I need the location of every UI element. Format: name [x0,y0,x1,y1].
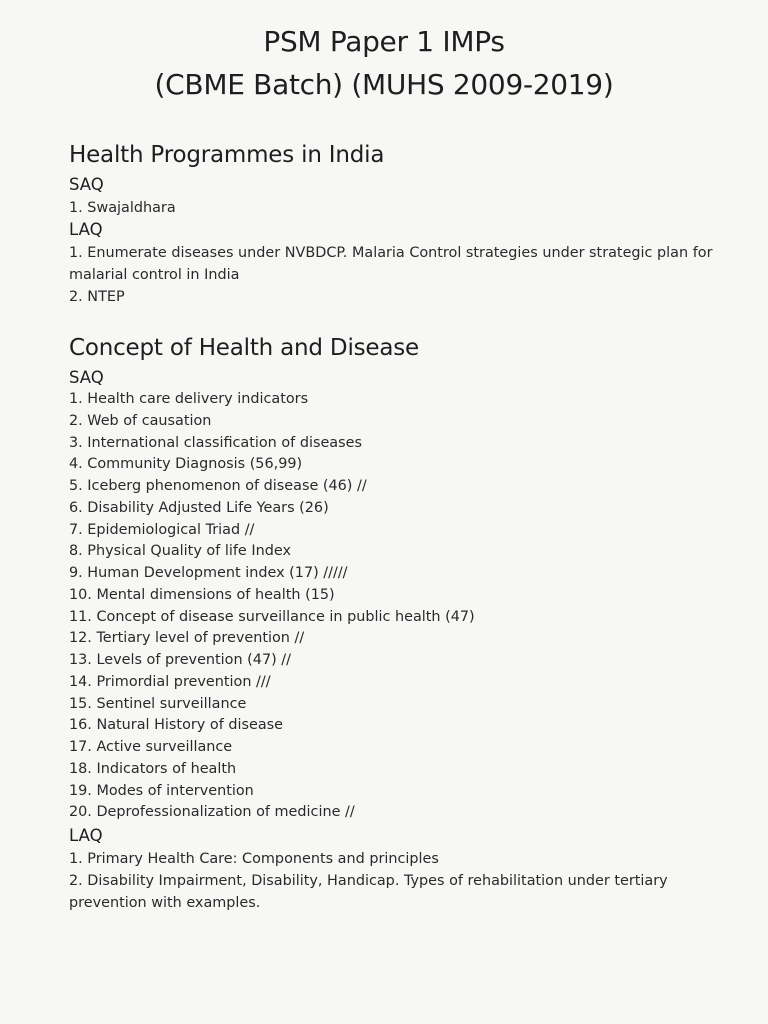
list-item: 20. Deprofessionalization of medicine // [69,804,355,821]
list-item: 5. Iceberg phenomenon of disease (46) // [69,478,367,494]
document-title-line-1: PSM Paper 1 IMPs [263,25,505,58]
saq-list [69,389,475,824]
list-item: 16. Natural History of disease [69,717,283,734]
list-item: 15. Sentinel surveillance [69,695,247,712]
laq-label: LAQ [69,220,103,239]
list-item: 2. Disability Impairment, Disability, Handicap. Types of rehabilitation under tertiary prevention with examples. [69,873,668,911]
list-item: 11. Concept of disease surveillance in public health (47) [69,608,475,625]
list-item: 9. Human Development index (17) ///// [69,565,348,581]
list-item: 14. Primordial prevention /// [69,673,271,690]
section-heading-concept-of-health: Concept of Health and Disease [69,335,419,361]
saq-label: SAQ [69,175,104,194]
list-item: 1. Enumerate diseases under NVBDCP. Malaria Control strategies under strategic plan for malarial control in India [69,245,713,283]
list-item: 19. Modes of intervention [69,782,254,799]
list-item: 6. Disability Adjusted Life Years (26) [69,499,329,516]
list-item: 1. Swajaldhara [69,200,176,216]
list-item: 13. Levels of prevention (47) // [69,652,291,668]
list-item: 8. Physical Quality of life Index [69,543,291,560]
list-item: 18. Indicators of health [69,760,237,777]
list-item: 1. Primary Health Care: Components and principles [69,851,439,867]
list-item: 7. Epidemiological Triad // [69,521,255,538]
list-item: 17. Active surveillance [69,739,233,755]
list-item: 2. Web of causation [69,412,212,429]
list-item: 4. Community Diagnosis (56,99) [69,456,303,473]
document-title-line-2: (CBME Batch) (MUHS 2009-2019) [154,68,614,101]
list-item: 10. Mental dimensions of health (15) [69,586,335,603]
list-item: 3. International classification of diseases [69,434,362,451]
list-item: 1. Health care delivery indicators [69,391,309,407]
section-heading-health-programmes: Health Programmes in India [69,142,385,168]
list-item: 2. NTEP [69,289,125,305]
laq-label: LAQ [69,826,103,845]
saq-label: SAQ [69,368,104,387]
list-item: 12. Tertiary level of prevention // [69,630,305,647]
